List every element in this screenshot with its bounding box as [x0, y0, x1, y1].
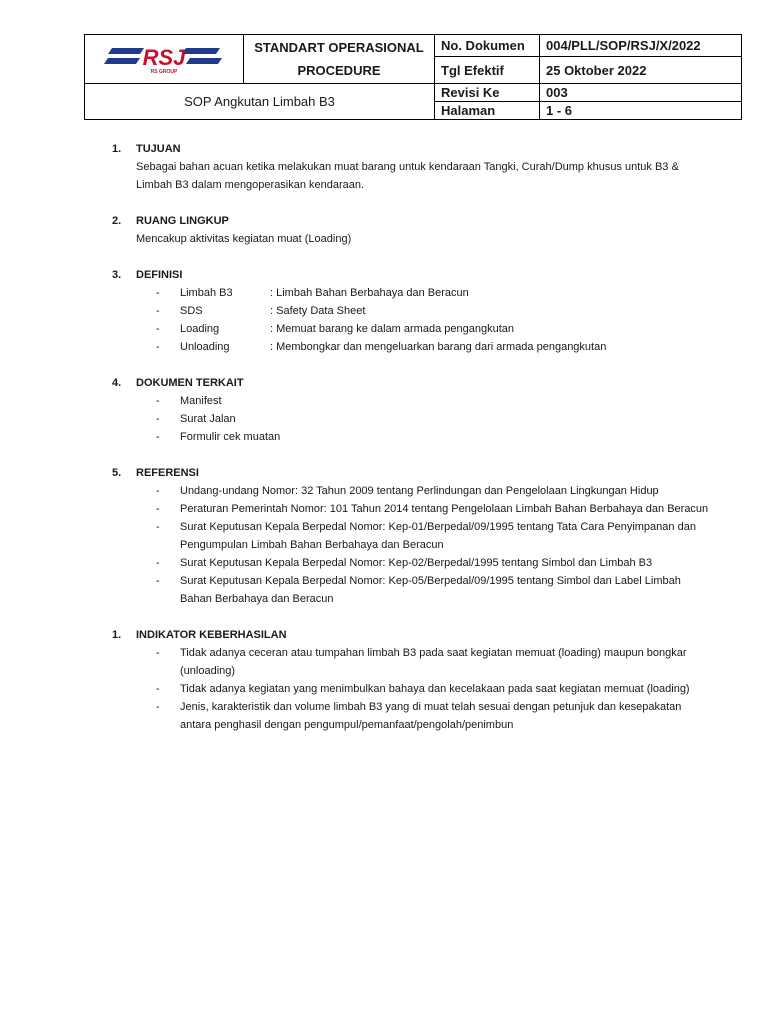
- definition-item: [136, 338, 712, 356]
- list-item: [136, 554, 712, 572]
- section-heading: [112, 140, 712, 158]
- bullet-dash: -: [156, 305, 160, 317]
- list-item: [136, 482, 712, 500]
- section-title: REFERENSI: [136, 467, 199, 479]
- section-title: DOKUMEN TERKAIT: [136, 377, 244, 389]
- bullet-dash: -: [156, 413, 160, 425]
- list-item: [136, 392, 712, 410]
- definition-text: : Memuat barang ke dalam armada pengangkutan: [270, 323, 514, 335]
- company-logo-cell: [85, 35, 244, 84]
- logo-subtext: RS GROUP: [150, 68, 178, 75]
- section-title: INDIKATOR KEBERHASILAN: [136, 629, 287, 641]
- revision-value: 003: [540, 84, 742, 102]
- section-heading: [112, 374, 712, 392]
- bullet-dash: -: [156, 701, 160, 713]
- bullet-dash: -: [156, 557, 160, 569]
- bullet-dash: -: [156, 287, 160, 299]
- section-heading: [112, 464, 712, 482]
- document-name: SOP Angkutan Limbah B3: [85, 84, 435, 120]
- page-label: Halaman: [435, 102, 540, 120]
- section-heading: [112, 626, 712, 644]
- bullet-dash: -: [156, 323, 160, 335]
- list-item: [136, 698, 712, 734]
- list-item: [136, 518, 712, 554]
- list-item: [136, 644, 712, 680]
- section-definisi: [112, 266, 712, 356]
- list-item: [136, 428, 712, 446]
- document-header-table: [84, 34, 742, 120]
- section-number: 3.: [112, 269, 122, 281]
- section-number: 1.: [112, 629, 122, 641]
- section-title: RUANG LINGKUP: [136, 215, 229, 227]
- list-item: [136, 572, 712, 608]
- list-item-text: Jenis, karakteristik dan volume limbah B3 yang di muat telah sesuai dengan petunjuk dan kesepakatan antara penghasil dengan pengumpul/pemanfaat/pengolah/penimbun: [180, 701, 682, 731]
- section-heading: [112, 266, 712, 284]
- doc-number-label: No. Dokumen: [435, 35, 540, 57]
- section-heading: [112, 212, 712, 230]
- section-number: 4.: [112, 377, 122, 389]
- definition-text: : Membongkar dan mengeluarkan barang dari armada pengangkutan: [270, 341, 607, 353]
- definition-text: : Limbah Bahan Berbahaya dan Beracun: [270, 287, 469, 299]
- definition-text: : Safety Data Sheet: [270, 305, 366, 317]
- bullet-dash: -: [156, 683, 160, 695]
- section-title: TUJUAN: [136, 143, 181, 155]
- effective-date-value: 25 Oktober 2022: [540, 57, 742, 84]
- bullet-dash: -: [156, 647, 160, 659]
- section-paragraph: Mencakup aktivitas kegiatan muat (Loading): [136, 233, 352, 245]
- section-title: DEFINISI: [136, 269, 183, 281]
- list-item-text: Undang-undang Nomor: 32 Tahun 2009 tentang Perlindungan dan Pengelolaan Lingkungan Hidup: [180, 485, 659, 497]
- list-item-text: Peraturan Pemerintah Nomor: 101 Tahun 2014 tentang Pengelolaan Limbah Bahan Berbahaya dan Beracun: [180, 503, 709, 515]
- document-title: STANDART OPERASIONAL PROCEDURE: [244, 35, 435, 84]
- references-list: [112, 482, 712, 608]
- bullet-dash: -: [156, 485, 160, 497]
- company-logo: [104, 40, 224, 76]
- list-item-text: Manifest: [180, 395, 222, 407]
- list-item-text: Surat Keputusan Kepala Berpedal Nomor: Kep-05/Berpedal/09/1995 tentang Simbol dan Label Limbah Bahan Berbahaya dan Beracun: [180, 575, 681, 605]
- list-item-text: Tidak adanya ceceran atau tumpahan limbah B3 pada saat kegiatan memuat (loading) maupun bongkar (unloading): [180, 647, 687, 677]
- definition-item: [136, 284, 712, 302]
- section-paragraph: Sebagai bahan acuan ketika melakukan muat barang untuk kendaraan Tangki, Curah/Dump khusus untuk B3 & Limbah B3 dalam mengoperasikan kendaraan.: [136, 161, 679, 191]
- list-item-text: Tidak adanya kegiatan yang menimbulkan bahaya dan kecelakaan pada saat kegiatan memuat (loading): [180, 683, 690, 695]
- bullet-dash: -: [156, 503, 160, 515]
- section-referensi: [112, 464, 712, 608]
- definition-list: [112, 284, 712, 356]
- section-dokumen-terkait: [112, 374, 712, 446]
- list-item: [136, 410, 712, 428]
- list-item-text: Surat Keputusan Kepala Berpedal Nomor: Kep-02/Berpedal/1995 tentang Simbol dan Limbah B3: [180, 557, 653, 569]
- section-number: 2.: [112, 215, 122, 227]
- doc-number-value: 004/PLL/SOP/RSJ/X/2022: [540, 35, 742, 57]
- page-value: 1 - 6: [540, 102, 742, 120]
- success-indicators-list: [112, 644, 712, 734]
- revision-label: Revisi Ke: [435, 84, 540, 102]
- list-item-text: Formulir cek muatan: [180, 431, 281, 443]
- section-ruang-lingkup: [112, 212, 712, 248]
- definition-term: Unloading: [180, 341, 230, 353]
- list-item-text: Surat Jalan: [180, 413, 236, 425]
- document-body: [112, 140, 712, 752]
- effective-date-label: Tgl Efektif: [435, 57, 540, 84]
- bullet-dash: -: [156, 341, 160, 353]
- definition-term: Limbah B3: [180, 287, 233, 299]
- list-item: [136, 500, 712, 518]
- section-number: 5.: [112, 467, 122, 479]
- bullet-dash: -: [156, 431, 160, 443]
- bullet-dash: -: [156, 395, 160, 407]
- bullet-dash: -: [156, 521, 160, 533]
- section-number: 1.: [112, 143, 122, 155]
- definition-term: Loading: [180, 323, 220, 335]
- list-item-text: Surat Keputusan Kepala Berpedal Nomor: Kep-01/Berpedal/09/1995 tentang Tata Cara Penyimpanan dan Pengumpulan Limbah Bahan Berbahaya dan Beracun: [180, 521, 696, 551]
- related-documents-list: [112, 392, 712, 446]
- logo-text: RSJ: [142, 44, 186, 70]
- bullet-dash: -: [156, 575, 160, 587]
- definition-item: [136, 302, 712, 320]
- definition-term: SDS: [180, 305, 203, 317]
- definition-item: [136, 320, 712, 338]
- section-indikator-keberhasilan: [112, 626, 712, 734]
- list-item: [136, 680, 712, 698]
- section-tujuan: [112, 140, 712, 194]
